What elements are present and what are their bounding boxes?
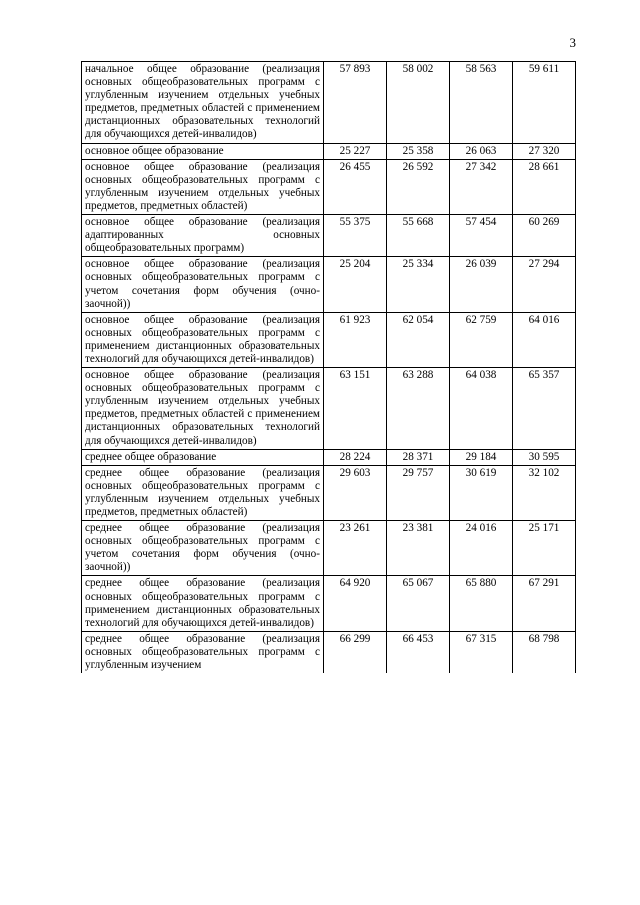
table-row xyxy=(82,257,576,312)
value-cell-2: 28 371 xyxy=(387,449,450,465)
value-cell-4: 68 798 xyxy=(513,631,576,673)
education-level-cell: основное общее образование (реализация адаптированных основных общеобразовательных программ) xyxy=(82,215,324,257)
table-body xyxy=(82,62,576,674)
value-cell-2: 66 453 xyxy=(387,631,450,673)
table-row xyxy=(82,62,576,144)
education-level-cell: основное общее образование xyxy=(82,143,324,159)
value-cell-3: 30 619 xyxy=(450,465,513,520)
table-row xyxy=(82,143,576,159)
education-level-cell: среднее общее образование (реализация основных общеобразовательных программ с применением дистанционных образовательных технологий для обучающихся детей-инвалидов) xyxy=(82,576,324,631)
value-cell-1: 66 299 xyxy=(324,631,387,673)
value-cell-4: 60 269 xyxy=(513,215,576,257)
value-cell-2: 26 592 xyxy=(387,159,450,214)
table-row xyxy=(82,449,576,465)
education-level-cell: среднее общее образование (реализация основных общеобразовательных программ с учетом сочетания форм обучения (очно-заочной)) xyxy=(82,521,324,576)
value-cell-1: 25 227 xyxy=(324,143,387,159)
value-cell-3: 58 563 xyxy=(450,62,513,144)
value-cell-1: 23 261 xyxy=(324,521,387,576)
value-cell-3: 67 315 xyxy=(450,631,513,673)
value-cell-3: 27 342 xyxy=(450,159,513,214)
value-cell-1: 55 375 xyxy=(324,215,387,257)
value-cell-3: 29 184 xyxy=(450,449,513,465)
table-row xyxy=(82,631,576,673)
value-cell-2: 65 067 xyxy=(387,576,450,631)
value-cell-1: 63 151 xyxy=(324,368,387,450)
value-cell-4: 59 611 xyxy=(513,62,576,144)
value-cell-1: 29 603 xyxy=(324,465,387,520)
value-cell-3: 57 454 xyxy=(450,215,513,257)
value-cell-2: 58 002 xyxy=(387,62,450,144)
value-cell-3: 24 016 xyxy=(450,521,513,576)
education-level-cell: основное общее образование (реализация основных общеобразовательных программ с учетом сочетания форм обучения (очно-заочной)) xyxy=(82,257,324,312)
value-cell-4: 28 661 xyxy=(513,159,576,214)
cost-table xyxy=(81,61,576,673)
table-row xyxy=(82,576,576,631)
value-cell-2: 55 668 xyxy=(387,215,450,257)
value-cell-1: 64 920 xyxy=(324,576,387,631)
table-row xyxy=(82,312,576,367)
value-cell-1: 26 455 xyxy=(324,159,387,214)
value-cell-4: 30 595 xyxy=(513,449,576,465)
value-cell-2: 25 334 xyxy=(387,257,450,312)
value-cell-4: 64 016 xyxy=(513,312,576,367)
value-cell-3: 64 038 xyxy=(450,368,513,450)
education-level-cell: основное общее образование (реализация основных общеобразовательных программ с углубленным изучением отдельных учебных предметов, предметных областей) xyxy=(82,159,324,214)
value-cell-2: 23 381 xyxy=(387,521,450,576)
value-cell-4: 27 294 xyxy=(513,257,576,312)
page-number: 3 xyxy=(569,35,576,50)
value-cell-3: 26 039 xyxy=(450,257,513,312)
education-level-cell: среднее общее образование (реализация основных общеобразовательных программ с углубленным изучением отдельных учебных предметов, предметных областей) xyxy=(82,465,324,520)
value-cell-2: 25 358 xyxy=(387,143,450,159)
education-level-cell: начальное общее образование (реализация основных общеобразовательных программ с углубленным изучением отдельных учебных предметов, предметных областей с применением дистанционных образовательных технологий для обучающихся детей-инвалидов) xyxy=(82,62,324,144)
value-cell-2: 29 757 xyxy=(387,465,450,520)
value-cell-1: 28 224 xyxy=(324,449,387,465)
education-level-cell: основное общее образование (реализация основных общеобразовательных программ с применением дистанционных образовательных технологий для обучающихся детей-инвалидов) xyxy=(82,312,324,367)
value-cell-4: 67 291 xyxy=(513,576,576,631)
value-cell-2: 62 054 xyxy=(387,312,450,367)
value-cell-4: 27 320 xyxy=(513,143,576,159)
table-row xyxy=(82,215,576,257)
value-cell-2: 63 288 xyxy=(387,368,450,450)
education-level-cell: основное общее образование (реализация основных общеобразовательных программ с углубленным изучением отдельных учебных предметов, предметных областей с применением дистанционных образовательных технологий для обучающихся детей-инвалидов) xyxy=(82,368,324,450)
table-row xyxy=(82,465,576,520)
table-row xyxy=(82,159,576,214)
value-cell-4: 65 357 xyxy=(513,368,576,450)
value-cell-1: 25 204 xyxy=(324,257,387,312)
table-row xyxy=(82,368,576,450)
value-cell-3: 26 063 xyxy=(450,143,513,159)
value-cell-4: 25 171 xyxy=(513,521,576,576)
education-level-cell: среднее общее образование (реализация основных общеобразовательных программ с углубленным изучением xyxy=(82,631,324,673)
value-cell-4: 32 102 xyxy=(513,465,576,520)
value-cell-3: 65 880 xyxy=(450,576,513,631)
value-cell-1: 61 923 xyxy=(324,312,387,367)
value-cell-3: 62 759 xyxy=(450,312,513,367)
education-level-cell: среднее общее образование xyxy=(82,449,324,465)
table-row xyxy=(82,521,576,576)
value-cell-1: 57 893 xyxy=(324,62,387,144)
